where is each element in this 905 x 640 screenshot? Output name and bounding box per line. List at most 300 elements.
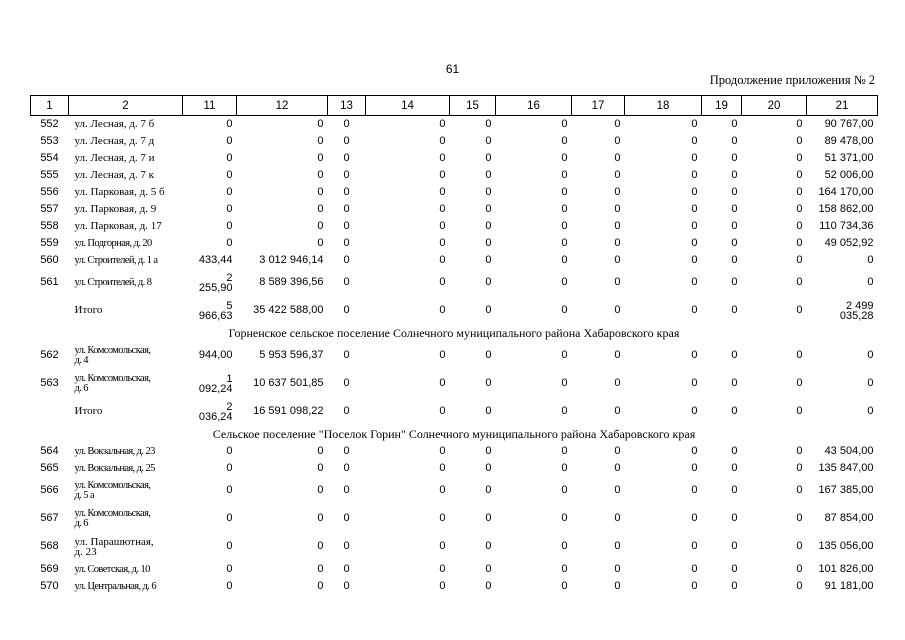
row-number: 555 [40,168,59,181]
row-number: 568 [40,540,59,552]
total-row [31,297,878,325]
value-cell-15: 0 [485,484,492,496]
table-row [31,477,878,505]
value-cell-13: 0 [343,444,350,457]
table-row [31,218,878,235]
value-cell-12: 5 953 596,37 [259,349,324,361]
value-cell-12: 16 591 098,22 [253,405,324,417]
value-cell-11: 0 [226,202,233,215]
value-cell-21: 87 854,00 [824,512,874,524]
value-cell-11: 0 [226,185,233,198]
col-header: 13 [328,96,366,116]
value-cell-21: 49 052,92 [824,236,874,249]
header-row [31,96,878,116]
value-cell-21: 158 862,00 [818,202,874,215]
value-cell-14: 0 [439,276,446,288]
value-cell-21: 89 478,00 [824,134,874,147]
value-cell-18: 0 [691,253,698,266]
value-cell-18: 0 [691,444,698,457]
data-table [30,95,878,595]
col-header: 11 [183,96,237,116]
value-cell-20: 0 [796,276,803,288]
value-cell-15: 0 [485,304,492,316]
value-cell-18: 0 [691,377,698,389]
address-cell: ул. Комсомольская, д. 4 [74,344,151,366]
value-cell-11: 5 966,63 [198,299,233,322]
value-cell-13: 0 [343,117,350,130]
value-cell-20: 0 [796,512,803,524]
value-cell-17: 0 [614,579,621,592]
address-cell: ул. Парковая, д. 17 [74,219,162,232]
address-cell: ул. Центральная, д. 6 [74,580,156,592]
value-cell-15: 0 [485,185,492,198]
value-cell-12: 0 [317,151,324,164]
value-cell-17: 0 [614,117,621,130]
value-cell-16: 0 [561,117,568,130]
value-cell-14: 0 [439,540,446,552]
value-cell-17: 0 [614,236,621,249]
value-cell-12: 0 [317,117,324,130]
value-cell-18: 0 [691,349,698,361]
value-cell-16: 0 [561,444,568,457]
value-cell-20: 0 [796,151,803,164]
row-number: 558 [40,219,59,232]
value-cell-14: 0 [439,134,446,147]
row-number: 557 [40,202,59,215]
value-cell-11: 0 [226,444,233,457]
value-cell-19: 0 [731,444,738,457]
value-cell-19: 0 [731,151,738,164]
table-body [31,116,878,595]
value-cell-18: 0 [691,304,698,316]
value-cell-19: 0 [731,377,738,389]
value-cell-20: 0 [796,349,803,361]
table-row [31,578,878,595]
value-cell-11: 0 [226,461,233,474]
value-cell-17: 0 [614,276,621,288]
table-row [31,133,878,150]
value-cell-13: 0 [343,562,350,575]
address-cell: ул. Советская, д. 10 [74,563,150,575]
col-header: 18 [625,96,702,116]
table-row [31,269,878,297]
row-number: 559 [40,236,59,249]
value-cell-20: 0 [796,134,803,147]
value-cell-21: 91 181,00 [824,579,874,592]
value-cell-21: 167 385,00 [818,484,874,496]
value-cell-21: 0 [867,253,874,266]
value-cell-14: 0 [439,202,446,215]
value-cell-11: 0 [226,236,233,249]
value-cell-19: 0 [731,579,738,592]
value-cell-14: 0 [439,236,446,249]
value-cell-12: 0 [317,461,324,474]
value-cell-14: 0 [439,461,446,474]
value-cell-12: 0 [317,219,324,232]
row-number: 552 [40,117,59,130]
value-cell-21: 0 [867,276,874,288]
value-cell-19: 0 [731,349,738,361]
table-row [31,167,878,184]
address-cell: Итого [74,405,103,417]
value-cell-12: 10 637 501,85 [253,377,324,389]
value-cell-18: 0 [691,236,698,249]
value-cell-13: 0 [343,461,350,474]
value-cell-12: 3 012 946,14 [259,253,324,266]
value-cell-16: 0 [561,253,568,266]
value-cell-16: 0 [561,349,568,361]
value-cell-17: 0 [614,405,621,417]
value-cell-11: 2 036,24 [198,400,233,423]
value-cell-11: 1 092,24 [198,372,233,395]
value-cell-16: 0 [561,134,568,147]
value-cell-13: 0 [343,304,350,316]
value-cell-11: 0 [226,484,233,496]
value-cell-12: 35 422 588,00 [253,304,324,316]
section-row [31,325,878,342]
value-cell-15: 0 [485,134,492,147]
section-row [31,426,878,443]
value-cell-21: 164 170,00 [818,185,874,198]
row-number: 567 [40,512,59,524]
value-cell-14: 0 [439,484,446,496]
value-cell-12: 0 [317,562,324,575]
value-cell-15: 0 [485,562,492,575]
value-cell-15: 0 [485,253,492,266]
row-number: 553 [40,134,59,147]
value-cell-21: 2 499 035,28 [839,299,874,322]
col-header: 15 [450,96,496,116]
value-cell-12: 0 [317,185,324,198]
value-cell-20: 0 [796,202,803,215]
address-cell: ул. Комсомольская, д. 6 [74,372,151,394]
value-cell-14: 0 [439,117,446,130]
value-cell-13: 0 [343,405,350,417]
table-row [31,184,878,201]
value-cell-14: 0 [439,253,446,266]
value-cell-18: 0 [691,219,698,232]
value-cell-13: 0 [343,484,350,496]
address-cell: ул. Лесная, д. 7 д [74,134,155,147]
value-cell-14: 0 [439,168,446,181]
row-number: 563 [40,377,59,389]
value-cell-16: 0 [561,579,568,592]
table-row [31,252,878,269]
value-cell-13: 0 [343,202,350,215]
value-cell-13: 0 [343,185,350,198]
value-cell-14: 0 [439,304,446,316]
row-number: 560 [40,253,59,266]
value-cell-17: 0 [614,253,621,266]
value-cell-17: 0 [614,512,621,524]
row-number [31,398,69,426]
value-cell-13: 0 [343,349,350,361]
value-cell-15: 0 [485,236,492,249]
value-cell-11: 0 [226,562,233,575]
value-cell-13: 0 [343,236,350,249]
value-cell-17: 0 [614,304,621,316]
value-cell-11: 0 [226,540,233,552]
value-cell-11: 0 [226,117,233,130]
address-cell: ул. Парашютная, д. 23 [74,535,154,558]
value-cell-21: 52 006,00 [824,168,874,181]
value-cell-17: 0 [614,562,621,575]
value-cell-18: 0 [691,276,698,288]
value-cell-20: 0 [796,304,803,316]
value-cell-12: 0 [317,484,324,496]
table-row [31,561,878,578]
value-cell-13: 0 [343,579,350,592]
value-cell-11: 0 [226,168,233,181]
row-number: 569 [40,562,59,575]
value-cell-14: 0 [439,151,446,164]
address-cell: ул. Лесная, д. 7 и [74,151,155,164]
value-cell-14: 0 [439,562,446,575]
value-cell-20: 0 [796,444,803,457]
value-cell-20: 0 [796,461,803,474]
value-cell-13: 0 [343,512,350,524]
value-cell-16: 0 [561,304,568,316]
value-cell-17: 0 [614,540,621,552]
row-number: 561 [40,276,59,288]
value-cell-16: 0 [561,168,568,181]
table-row [31,342,878,370]
page-number: 61 [445,62,460,76]
row-number: 556 [40,185,59,198]
value-cell-19: 0 [731,484,738,496]
value-cell-14: 0 [439,185,446,198]
value-cell-14: 0 [439,444,446,457]
value-cell-18: 0 [691,202,698,215]
col-header: 17 [572,96,625,116]
value-cell-18: 0 [691,168,698,181]
value-cell-20: 0 [796,579,803,592]
address-cell: ул. Лесная, д. 7 б [74,117,155,130]
address-cell: ул. Комсомольская, д. 5 а [74,479,151,501]
row-number: 566 [40,484,59,496]
value-cell-20: 0 [796,185,803,198]
value-cell-21: 110 734,36 [819,219,874,232]
value-cell-21: 135 847,00 [818,461,874,474]
row-number: 564 [40,444,59,457]
value-cell-20: 0 [796,219,803,232]
value-cell-21: 0 [867,405,874,417]
value-cell-18: 0 [691,151,698,164]
value-cell-19: 0 [731,236,738,249]
value-cell-16: 0 [561,276,568,288]
value-cell-17: 0 [614,185,621,198]
address-cell: ул. Строителей, д. 8 [74,277,152,288]
value-cell-20: 0 [796,117,803,130]
value-cell-19: 0 [731,405,738,417]
value-cell-11: 0 [226,579,233,592]
col-header: 2 [69,96,183,116]
value-cell-13: 0 [343,168,350,181]
value-cell-15: 0 [485,349,492,361]
value-cell-11: 2 255,90 [198,271,233,294]
col-header: 16 [496,96,572,116]
value-cell-18: 0 [691,134,698,147]
table-row [31,201,878,218]
value-cell-16: 0 [561,219,568,232]
row-number: 554 [40,151,59,164]
value-cell-20: 0 [796,253,803,266]
value-cell-20: 0 [796,562,803,575]
value-cell-21: 101 826,00 [818,562,874,575]
row-number: 570 [40,579,59,592]
col-header: 1 [31,96,69,116]
address-cell: ул. Вокзальная, д. 23 [74,445,155,457]
value-cell-11: 944,00 [198,349,233,361]
value-cell-19: 0 [731,168,738,181]
col-header: 20 [742,96,807,116]
address-cell: Итого [74,304,103,316]
value-cell-17: 0 [614,461,621,474]
value-cell-17: 0 [614,134,621,147]
appendix-caption: Продолжение приложения № 2 [709,73,875,87]
col-header: 14 [366,96,450,116]
value-cell-13: 0 [343,151,350,164]
value-cell-19: 0 [731,185,738,198]
value-cell-16: 0 [561,405,568,417]
value-cell-15: 0 [485,512,492,524]
value-cell-11: 0 [226,134,233,147]
value-cell-18: 0 [691,461,698,474]
table-row [31,370,878,398]
value-cell-21: 90 767,00 [824,117,874,130]
table-row [31,150,878,167]
table-row [31,533,878,561]
value-cell-19: 0 [731,202,738,215]
value-cell-18: 0 [691,185,698,198]
value-cell-15: 0 [485,579,492,592]
value-cell-14: 0 [439,219,446,232]
col-header: 12 [237,96,328,116]
value-cell-20: 0 [796,540,803,552]
value-cell-12: 0 [317,540,324,552]
col-header: 19 [702,96,742,116]
row-number: 565 [40,461,59,474]
value-cell-15: 0 [485,461,492,474]
address-cell: ул. Вокзальная, д. 25 [74,462,155,474]
value-cell-21: 0 [867,377,874,389]
value-cell-16: 0 [561,236,568,249]
value-cell-16: 0 [561,540,568,552]
value-cell-15: 0 [485,168,492,181]
table-row [31,443,878,460]
value-cell-12: 0 [317,579,324,592]
value-cell-18: 0 [691,484,698,496]
row-number [31,297,69,325]
value-cell-17: 0 [614,151,621,164]
value-cell-15: 0 [485,219,492,232]
section-title: Сельское поселение "Поселок Горин" Солнечного муниципального района Хабаровского края [212,426,696,441]
value-cell-12: 0 [317,236,324,249]
value-cell-19: 0 [731,276,738,288]
value-cell-18: 0 [691,562,698,575]
value-cell-16: 0 [561,151,568,164]
value-cell-19: 0 [731,512,738,524]
value-cell-19: 0 [731,540,738,552]
value-cell-13: 0 [343,253,350,266]
value-cell-16: 0 [561,484,568,496]
total-row [31,398,878,426]
value-cell-19: 0 [731,461,738,474]
value-cell-19: 0 [731,253,738,266]
value-cell-18: 0 [691,512,698,524]
value-cell-21: 135 056,00 [818,540,874,552]
value-cell-15: 0 [485,202,492,215]
value-cell-19: 0 [731,117,738,130]
value-cell-11: 433,44 [198,253,233,266]
value-cell-12: 0 [317,444,324,457]
value-cell-17: 0 [614,444,621,457]
value-cell-17: 0 [614,484,621,496]
value-cell-13: 0 [343,219,350,232]
value-cell-16: 0 [561,202,568,215]
value-cell-19: 0 [731,219,738,232]
value-cell-13: 0 [343,377,350,389]
value-cell-19: 0 [731,562,738,575]
value-cell-13: 0 [343,134,350,147]
address-cell: ул. Подгорная, д. 20 [74,237,152,249]
value-cell-12: 8 589 396,56 [259,276,324,288]
value-cell-11: 0 [226,512,233,524]
value-cell-12: 0 [317,134,324,147]
value-cell-16: 0 [561,562,568,575]
value-cell-19: 0 [731,304,738,316]
value-cell-16: 0 [561,185,568,198]
value-cell-13: 0 [343,276,350,288]
value-cell-21: 0 [867,349,874,361]
value-cell-14: 0 [439,377,446,389]
value-cell-11: 0 [226,151,233,164]
value-cell-12: 0 [317,202,324,215]
value-cell-20: 0 [796,377,803,389]
value-cell-14: 0 [439,349,446,361]
address-cell: ул. Лесная, д. 7 к [74,168,154,181]
value-cell-14: 0 [439,512,446,524]
value-cell-15: 0 [485,405,492,417]
value-cell-15: 0 [485,540,492,552]
value-cell-16: 0 [561,461,568,474]
address-cell: ул. Парковая, д. 5 б [74,185,165,198]
value-cell-15: 0 [485,276,492,288]
value-cell-16: 0 [561,512,568,524]
value-cell-17: 0 [614,202,621,215]
value-cell-20: 0 [796,405,803,417]
row-number: 562 [40,349,59,361]
value-cell-18: 0 [691,405,698,417]
value-cell-21: 51 371,00 [824,151,874,164]
value-cell-15: 0 [485,377,492,389]
value-cell-18: 0 [691,117,698,130]
value-cell-17: 0 [614,349,621,361]
value-cell-12: 0 [317,168,324,181]
value-cell-15: 0 [485,117,492,130]
table-row [31,235,878,252]
col-header: 21 [807,96,878,116]
value-cell-16: 0 [561,377,568,389]
value-cell-19: 0 [731,134,738,147]
value-cell-17: 0 [614,219,621,232]
value-cell-13: 0 [343,540,350,552]
address-cell: ул. Парковая, д. 9 [74,202,157,215]
value-cell-17: 0 [614,377,621,389]
table-row [31,460,878,477]
table-row [31,505,878,533]
value-cell-15: 0 [485,444,492,457]
